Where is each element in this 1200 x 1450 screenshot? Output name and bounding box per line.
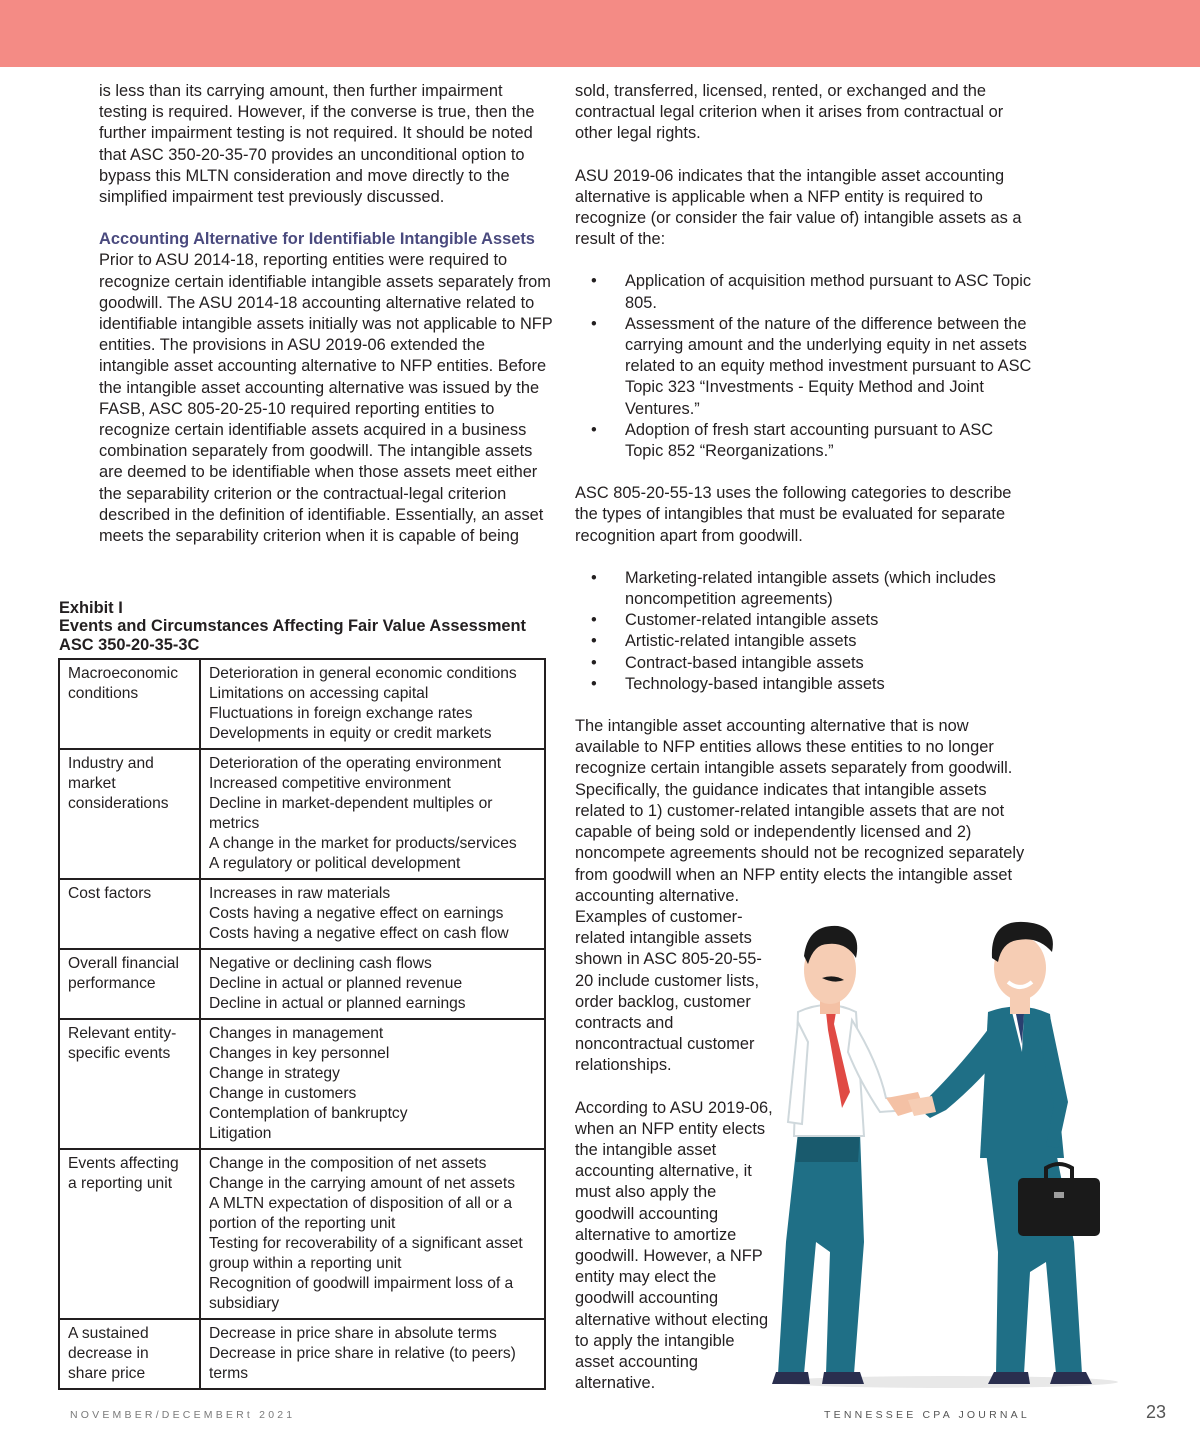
factor-line: Decline in actual or planned earnings	[209, 995, 466, 1012]
list-item: • Artistic-related intangible assets	[575, 631, 1035, 652]
nfp-applicability-paragraph: ASU 2019-06 indicates that the intangible asset accounting alternative is applicable when a NFP entity is required to recognize (or consider the fair value of) intangible assets as a result of the:	[575, 166, 1022, 249]
table-factors-cell	[200, 659, 545, 749]
intro-paragraph: is less than its carrying amount, then further impairment testing is required. However, if the converse is true, then the further impairment testing is not required. It should be noted that ASC 350-20-35-70 provides an unconditional option to bypass this MLTN consideration and move directly to the simplified impairment test previously discussed.	[99, 82, 535, 207]
factor-line: Increases in raw materials	[209, 885, 391, 902]
table-factors-cell	[200, 1319, 545, 1389]
factor-line: Costs having a negative effect on cash flow	[209, 925, 509, 942]
header-band	[0, 0, 1200, 67]
table-row	[59, 1149, 545, 1319]
factor-line: Decrease in price share in absolute terms	[209, 1325, 497, 1342]
table-factors-cell	[200, 1019, 545, 1149]
table-row	[59, 1019, 545, 1149]
right-businessman	[908, 922, 1100, 1384]
table-category-cell: Industry and market considerations	[59, 749, 200, 879]
exhibit-code: ASC 350-20-35-3C	[59, 635, 200, 654]
intangible-paragraph: Prior to ASU 2014-18, reporting entities were required to recognize certain identifiable intangible assets separately from goodwill. The ASU 2014-18 accounting alternative related to identifiable intangible assets initially was not applicable to NFP entities. The provisions in ASU 2019-06 extended the intangible asset accounting alternative to NFP entities. Before the intangible asset accounting alternative was issued by the FASB, ASC 805-20-25-10 required reporting entities to recognize certain identifiable assets acquired in a business combination separately from goodwill. The intangible assets are deemed to be identifiable when those assets meet either the separability criterion or the contractual-legal criterion described in the definition of identifiable. Essentially, an asset meets the separability criterion when it is capable of being	[99, 251, 553, 546]
list-item: • Technology-based intangible assets	[575, 674, 1035, 695]
separability-continued-paragraph: sold, transferred, licensed, rented, or exchanged and the contractual legal criterion when it arises from contractual or other legal rights.	[575, 82, 1004, 143]
list-item: • Assessment of the nature of the difference between the carrying amount and the underlying equity in net assets related to an equity method investment pursuant to ASC Topic 323 “Investments - Equity Method and Joint Ventures.”	[575, 314, 1035, 420]
factor-line: Negative or declining cash flows	[209, 955, 432, 972]
categories-paragraph: ASC 805-20-55-13 uses the following categories to describe the types of intangibles that must be evaluated for separate recognition apart from goodwill.	[575, 484, 1012, 545]
issue-date: NOVEMBER/DECEMBERt 2021	[70, 1409, 296, 1421]
factor-line: Contemplation of bankruptcy	[209, 1105, 408, 1122]
list-item: • Application of acquisition method pursuant to ASC Topic 805.	[575, 271, 1035, 313]
factor-line: A regulatory or political development	[209, 855, 461, 872]
factor-line: Change in customers	[209, 1085, 357, 1102]
table-category-cell: Cost factors	[59, 879, 200, 949]
table-category-cell: Overall financial performance	[59, 949, 200, 1019]
left-businessman	[772, 926, 924, 1384]
table-category-cell: Macroeconomic conditions	[59, 659, 200, 749]
table-category-cell: A sustained decrease in share price	[59, 1319, 200, 1389]
factor-line: Fluctuations in foreign exchange rates	[209, 705, 473, 722]
section-subheading: Accounting Alternative for Identifiable Intangible Assets	[99, 230, 535, 249]
table-row	[59, 879, 545, 949]
factor-line: Changes in management	[209, 1025, 384, 1042]
goodwill-alternative-paragraph: According to ASU 2019-06, when an NFP entity elects the intangible asset accounting alternative, it must also apply the goodwill accounting alternative to amortize goodwill. However, a NFP entity may elect the goodwill accounting alternative without electing to apply the intangible asset accounting alternative.	[575, 1098, 773, 1393]
factor-line: Change in the carrying amount of net assets	[209, 1175, 515, 1192]
factor-line: Testing for recoverability of a significant asset group within a reporting unit	[209, 1235, 523, 1272]
factor-line: Costs having a negative effect on earnings	[209, 905, 504, 922]
exhibit-label: Exhibit I	[59, 599, 123, 617]
exhibit-title: Events and Circumstances Affecting Fair Value Assessment	[59, 617, 526, 636]
customer-examples-paragraph: Examples of customer-related intangible assets shown in ASC 805-20-55-20 include customer lists, order backlog, customer contracts and noncontractual customer relationships.	[575, 907, 762, 1075]
table-category-cell: Events affecting a reporting unit	[59, 1149, 200, 1319]
factor-line: Developments in equity or credit markets	[209, 725, 492, 742]
table-row	[59, 1319, 545, 1389]
table-row	[59, 659, 545, 749]
applicability-list	[575, 271, 1035, 462]
factor-line: A MLTN expectation of disposition of all or a portion of the reporting unit	[209, 1195, 513, 1232]
page-number: 23	[1146, 1402, 1167, 1422]
factor-line: Litigation	[209, 1125, 272, 1142]
factor-line: Increased competitive environment	[209, 775, 451, 792]
table-row	[59, 949, 545, 1019]
table-factors-cell	[200, 879, 545, 949]
factor-line: Changes in key personnel	[209, 1045, 390, 1062]
list-item: • Contract-based intangible assets	[575, 653, 1035, 674]
journal-name: TENNESSEE CPA JOURNAL	[824, 1409, 1030, 1421]
exhibit-heading	[59, 599, 559, 654]
factor-line: Change in the composition of net assets	[209, 1155, 487, 1172]
factor-line: Decline in actual or planned revenue	[209, 975, 463, 992]
left-column	[99, 81, 553, 547]
factor-line: Deterioration of the operating environment	[209, 755, 502, 772]
handshake-illustration	[768, 912, 1128, 1392]
nfp-alternative-paragraph: The intangible asset accounting alternative that is now available to NFP entities allows these entities to no longer recognize certain intangible assets separately from goodwill. Specifically, the guidance indicates that intangible assets related to 1) customer-related intangible assets that are not capable of being sold or independently licensed and 2) noncompete agreements should not be recognized separately from goodwill when an NFP entity elects the intangible asset accounting alternative.	[575, 717, 1025, 905]
table-factors-cell	[200, 1149, 545, 1319]
table-category-cell: Relevant entity-specific events	[59, 1019, 200, 1149]
factor-line: Limitations on accessing capital	[209, 685, 429, 702]
factor-line: A change in the market for products/services	[209, 835, 517, 852]
list-item: • Adoption of fresh start accounting pursuant to ASC Topic 852 “Reorganizations.”	[575, 420, 1035, 462]
factor-line: Decrease in price share in relative (to peers) terms	[209, 1345, 516, 1382]
factor-line: Deterioration in general economic conditions	[209, 665, 517, 682]
factor-line: Recognition of goodwill impairment loss of a subsidiary	[209, 1275, 514, 1312]
table-row	[59, 749, 545, 879]
factor-line: Decline in market-dependent multiples or metrics	[209, 795, 493, 832]
table-factors-cell	[200, 749, 545, 879]
factor-line: Change in strategy	[209, 1065, 340, 1082]
list-item: • Customer-related intangible assets	[575, 610, 1035, 631]
list-item: • Marketing-related intangible assets (which includes noncompetition agreements)	[575, 568, 1035, 610]
intangible-categories-list	[575, 568, 1035, 695]
briefcase-icon	[1018, 1178, 1100, 1236]
exhibit-table	[58, 658, 546, 1390]
table-factors-cell	[200, 949, 545, 1019]
